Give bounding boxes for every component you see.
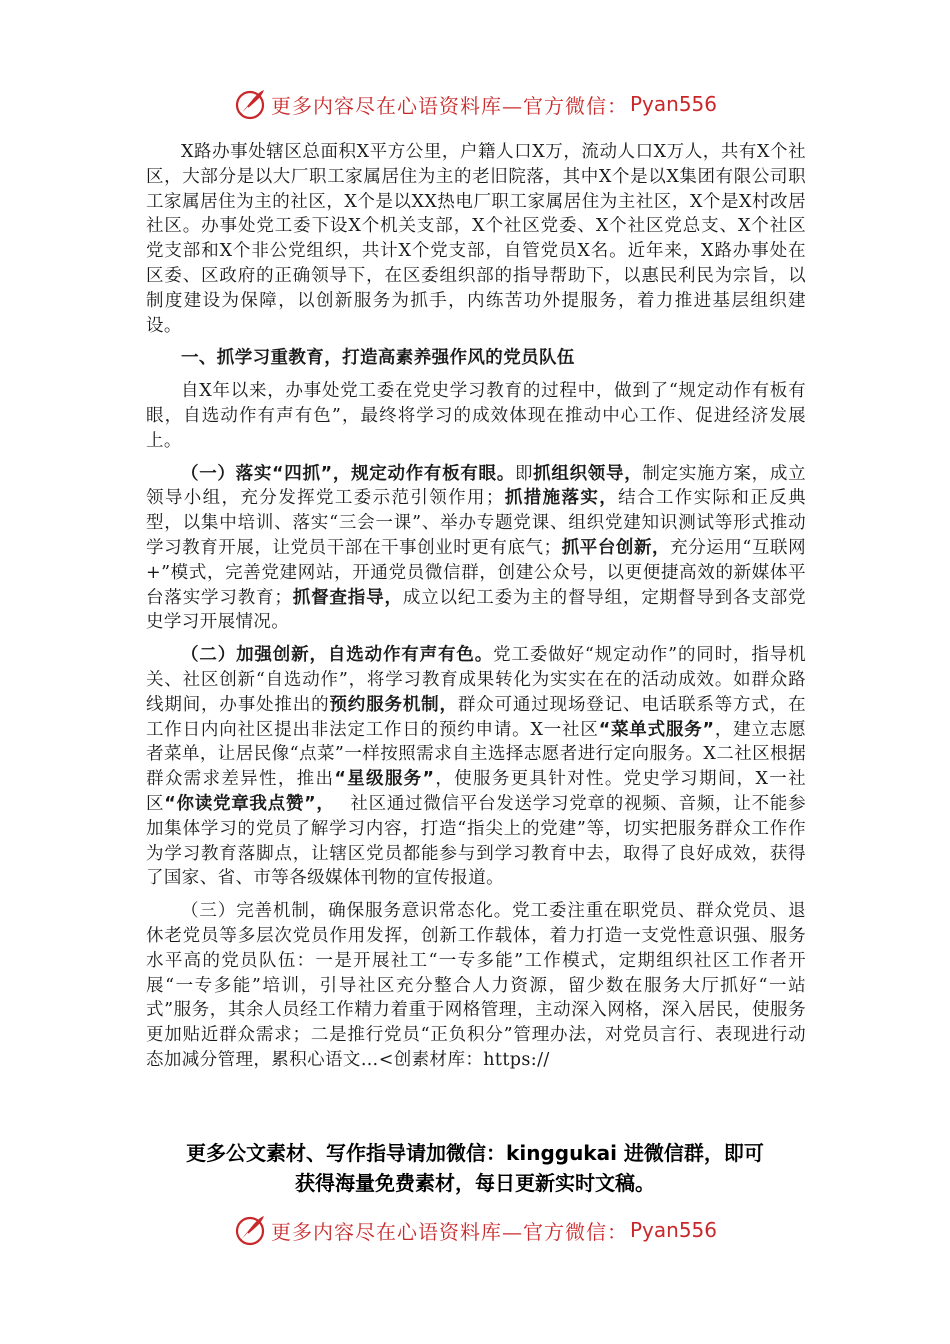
watermark-text: 更多内容尽在心语资料库—官方微信：: [270, 1219, 628, 1244]
subsection-1-paragraph: [146, 462, 806, 636]
subsection-2-title: （二）加强创新，自选动作有声有色。: [181, 645, 494, 666]
bold-run: 抓措施落实，: [503, 488, 619, 509]
watermark-footer: [0, 1210, 950, 1250]
subsection-2-paragraph: [146, 643, 806, 891]
text-run: 群众可通过现场登记、电话联系等方式，在工作日内向社区提出非法定工作日的预约申请。X一社区: [146, 694, 806, 740]
subsection-1-title: （一）落实“四抓”，规定动作有板有眼。: [181, 463, 515, 484]
watermark-header: [0, 84, 950, 124]
watermark-text: 更多内容尽在心语资料库—官方微信：: [270, 93, 628, 118]
text-run: ，建立志愿者菜单，让居民像“点菜”一样按照需求自主选择志愿者进行定向服务。X二社区根据群众需求差异性，推出: [146, 719, 806, 790]
bold-run: “星级服务”: [334, 769, 435, 790]
text-run: 结合工作实际和正反典型，以集中培训、落实“三会一课”、举办专题党课、组织党建知识测试等形式推动学习教育开展，让党员干部在干事创业时更有底气；: [146, 488, 806, 558]
text-run: 充分运用“互联网+”模式，完善党建网站，开通党员微信群，创建公众号，以更便捷高效的新媒体平台落实学习教育；: [146, 537, 806, 608]
bold-run: “你读党章我点赞”，: [164, 793, 326, 814]
watermark-wechat-id: Pyan556: [629, 1218, 717, 1242]
document-body: [146, 140, 806, 1073]
text-run: 成立以纪工委为主的督导组，定期督导到各支部党史学习开展情况。: [146, 587, 806, 633]
watermark-wechat-id: Pyan556: [629, 92, 717, 116]
bold-run: 抓平台创新，: [561, 537, 671, 558]
quill-pen-icon: [233, 87, 267, 121]
bold-run: “菜单式服务”: [598, 719, 715, 740]
bold-run: 抓组织领导，: [533, 463, 643, 484]
subsection-3-paragraph: （三）完善机制，确保服务意识常态化。党工委注重在职党员、群众党员、退休老党员等多层次党员作用发挥，创新工作载体，着力打造一支党性意识强、服务水平高的党员队伍：一是开展社工“一专多能”工作模式，定期组织社区工作者开展“一专多能”培训，引导社区充分整合人力资源，留少数在服务大厅抓好“一站式”服务，其余人员经工作精力着重于网格管理，主动深入网格，深入居民，使服务更加贴近群众需求；二是推行党员“正负积分”管理办法，对党员言行、表现进行动态加减分管理，累积心语文…<创素材库：https://: [146, 901, 806, 1070]
promo-line-2: 获得海量免费素材，每日更新实时文稿。: [295, 1171, 655, 1195]
text-run: 党工委做好“规定动作”的同时，指导机关、社区创新“自选动作”，将学习教育成果转化为实实在在的活动成效。如群众路线期间，办事处推出的: [146, 645, 806, 715]
promo-line-1: 更多公文素材、写作指导请加微信：kinggukai 进微信群，即可: [186, 1141, 764, 1165]
intro-paragraph: X路办事处辖区总面积X平方公里，户籍人口X万，流动人口X万人，共有X个社区，大部分是以大厂职工家属居住为主的老旧院落，其中X个是以X集团有限公司职工家属居住为主的社区，X个是以XX热电厂职工家属居住为主社区，X个是X村改居社区。办事处党工委下设X个机关支部，X个社区党委、X个社区党总支、X个社区党支部和X个非公党组织，共计X个党支部，自管党员X名。近年来，X路办事处在区委、区政府的正确领导下，在区委组织部的指导帮助下，以惠民利民为宗旨，以制度建设为保障，以创新服务为抓手，内练苦功外提服务，着力推进基层组织建设。: [146, 142, 806, 336]
quill-pen-icon: [233, 1213, 267, 1247]
bold-run: 抓督查指导，: [292, 587, 403, 608]
section-heading-1: 一、抓学习重教育，打造高素养强作风的党员队伍: [181, 348, 575, 369]
bold-run: 预约服务机制，: [329, 694, 458, 715]
text-run: 社区通过微信平台发送学习党章的视频、音频，让不能参加集体学习的党员了解学习内容，打造“指尖上的党建”等，切实把服务群众工作作为学习教育落脚点，让辖区党员都能参与到学习教育中去，取得了良好成效，获得了国家、省、市等各级媒体刊物的宣传报道。: [146, 793, 806, 889]
text-run: 即: [514, 463, 534, 484]
text-run: ，使服务更具针对性。党史学习期间，X一社区: [146, 769, 807, 814]
promo-banner: [120, 1138, 830, 1198]
section1-paragraph: 自X年以来，办事处党工委在党史学习教育的过程中，做到了“规定动作有板有眼，自选动作有声有色”，最终将学习的成效体现在推动中心工作、促进经济发展上。: [146, 381, 806, 451]
text-run: 制定实施方案，成立领导小组，充分发挥党工委示范引领作用；: [146, 463, 806, 509]
